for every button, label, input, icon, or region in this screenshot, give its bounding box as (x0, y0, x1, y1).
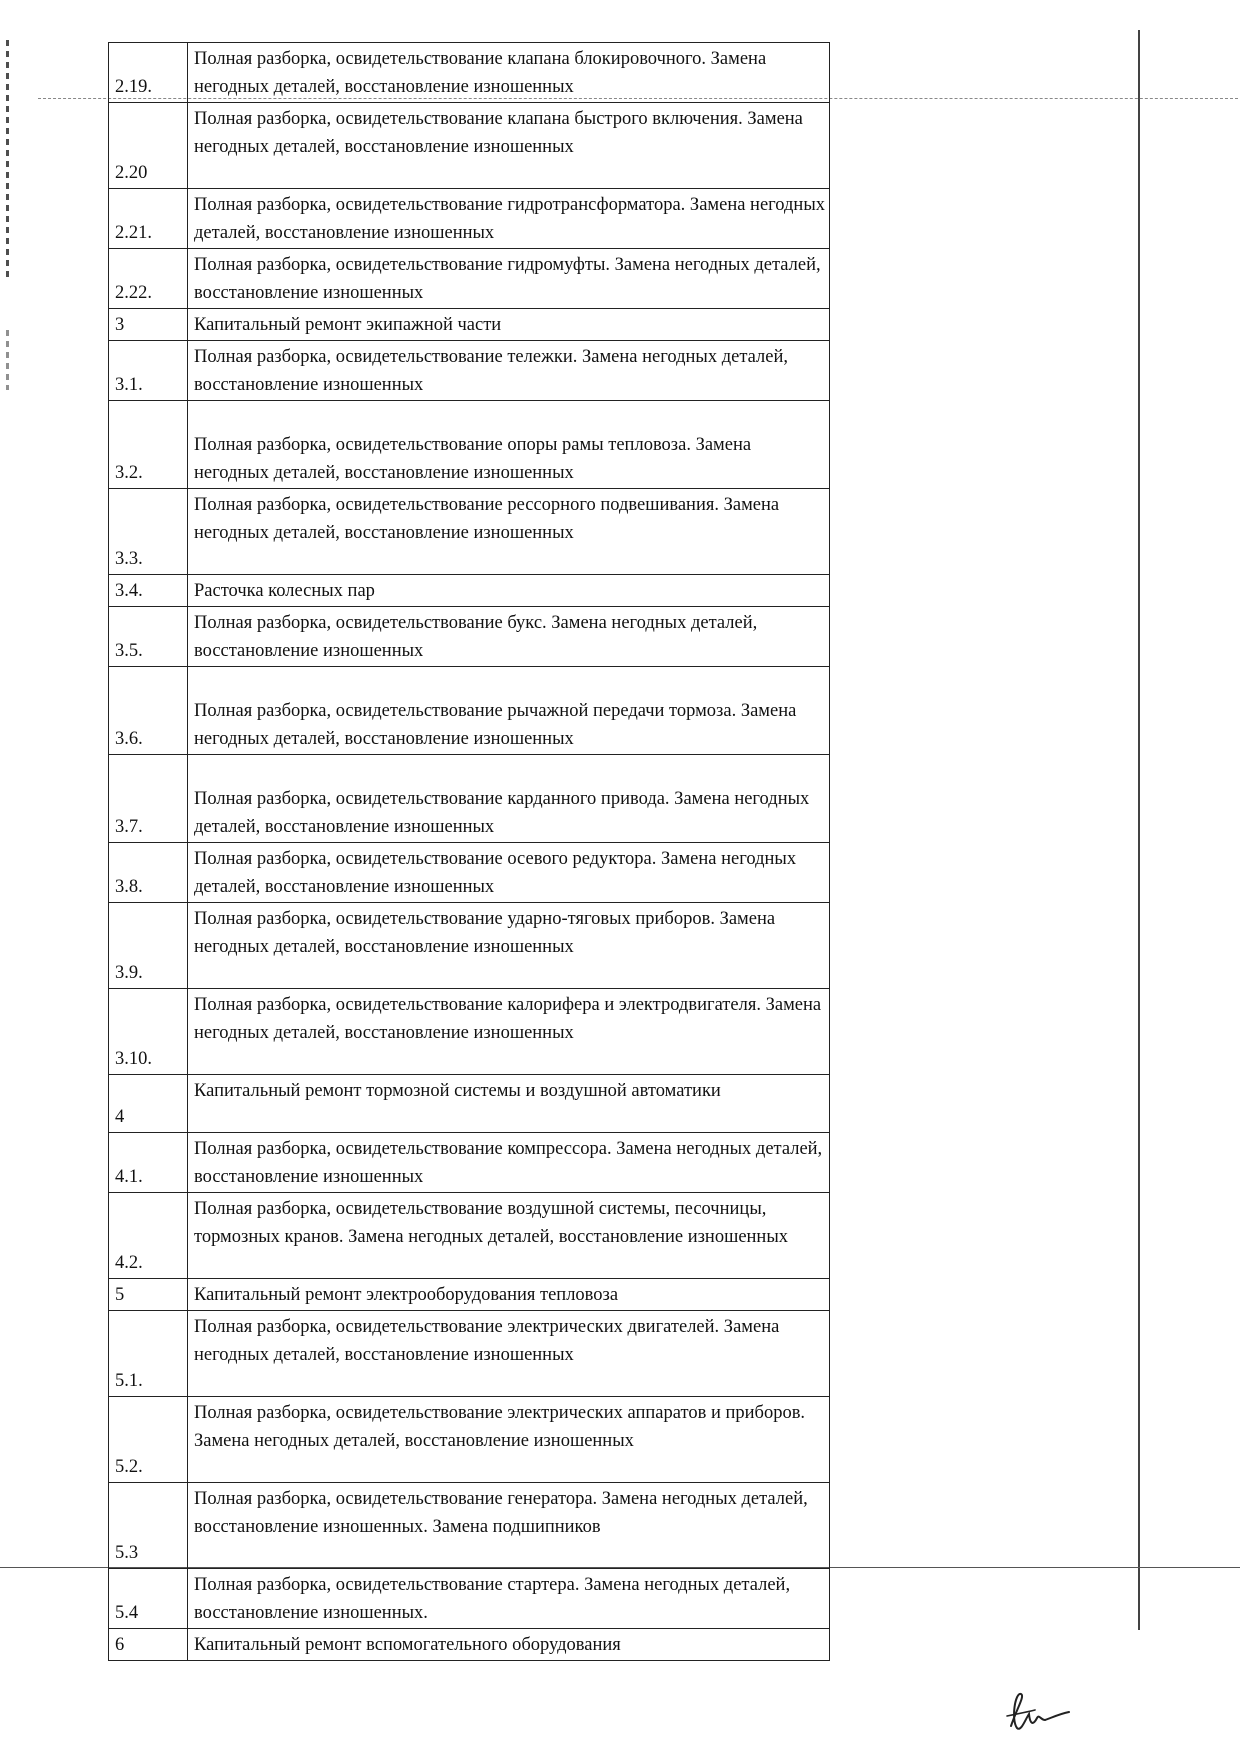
table-row (109, 43, 830, 103)
table-row (109, 667, 830, 755)
row-number: 2.19. (109, 43, 188, 103)
scan-artifact (6, 330, 9, 390)
signature (1003, 1690, 1073, 1735)
repair-works-table (108, 42, 830, 1661)
table-row (109, 489, 830, 575)
table-row (109, 903, 830, 989)
table-row (109, 1483, 830, 1569)
row-number: 3.8. (109, 843, 188, 903)
table-row (109, 1133, 830, 1193)
table-row (109, 309, 830, 341)
row-number: 3.10. (109, 989, 188, 1075)
row-number: 3.3. (109, 489, 188, 575)
row-number: 5.3 (109, 1483, 188, 1569)
row-description: Полная разборка, освидетельствование стартера. Замена негодных деталей, восстановление изношенных. (188, 1569, 830, 1629)
table-row (109, 103, 830, 189)
row-number: 3.2. (109, 401, 188, 489)
margin-rule (1138, 30, 1140, 1630)
table-row (109, 249, 830, 309)
row-number: 4.1. (109, 1133, 188, 1193)
row-description: Полная разборка, освидетельствование калорифера и электродвигателя. Замена негодных деталей, восстановление изношенных (188, 989, 830, 1075)
row-description: Полная разборка, освидетельствование электрических аппаратов и приборов. Замена негодных деталей, восстановление изношенных (188, 1397, 830, 1483)
table-row (109, 1397, 830, 1483)
row-description: Полная разборка, освидетельствование рычажной передачи тормоза. Замена негодных деталей, восстановление изношенных (188, 667, 830, 755)
row-number: 5.1. (109, 1311, 188, 1397)
row-number: 3.9. (109, 903, 188, 989)
row-number: 2.20 (109, 103, 188, 189)
row-number: 3.4. (109, 575, 188, 607)
row-description: Капитальный ремонт вспомогательного оборудования (188, 1629, 830, 1661)
row-description: Полная разборка, освидетельствование осевого редуктора. Замена негодных деталей, восстановление изношенных (188, 843, 830, 903)
row-description: Расточка колесных пар (188, 575, 830, 607)
table-row (109, 843, 830, 903)
row-number: 3 (109, 309, 188, 341)
row-description: Полная разборка, освидетельствование клапана быстрого включения. Замена негодных деталей, восстановление изношенных (188, 103, 830, 189)
row-description: Полная разборка, освидетельствование карданного привода. Замена негодных деталей, восстановление изношенных (188, 755, 830, 843)
row-description: Полная разборка, освидетельствование компрессора. Замена негодных деталей, восстановление изношенных (188, 1133, 830, 1193)
row-description: Капитальный ремонт электрооборудования тепловоза (188, 1279, 830, 1311)
scan-artifact (6, 40, 9, 280)
table-row (109, 575, 830, 607)
row-number: 2.21. (109, 189, 188, 249)
table-row (109, 1075, 830, 1133)
row-description: Капитальный ремонт экипажной части (188, 309, 830, 341)
row-description: Полная разборка, освидетельствование ударно-тяговых приборов. Замена негодных деталей, восстановление изношенных (188, 903, 830, 989)
table-row (109, 1629, 830, 1661)
table-row (109, 1279, 830, 1311)
table-row (109, 1311, 830, 1397)
row-description: Полная разборка, освидетельствование букс. Замена негодных деталей, восстановление изношенных (188, 607, 830, 667)
row-number: 4.2. (109, 1193, 188, 1279)
row-description: Полная разборка, освидетельствование опоры рамы тепловоза. Замена негодных деталей, восстановление изношенных (188, 401, 830, 489)
row-number: 3.6. (109, 667, 188, 755)
row-number: 3.1. (109, 341, 188, 401)
table-row (109, 755, 830, 843)
row-number: 5 (109, 1279, 188, 1311)
row-description: Полная разборка, освидетельствование тележки. Замена негодных деталей, восстановление изношенных (188, 341, 830, 401)
row-description: Полная разборка, освидетельствование рессорного подвешивания. Замена негодных деталей, восстановление изношенных (188, 489, 830, 575)
row-description: Полная разборка, освидетельствование электрических двигателей. Замена негодных деталей, восстановление изношенных (188, 1311, 830, 1397)
row-description: Полная разборка, освидетельствование воздушной системы, песочницы, тормозных кранов. Замена негодных деталей, восстановление изношенных (188, 1193, 830, 1279)
table-row (109, 341, 830, 401)
row-number: 6 (109, 1629, 188, 1661)
row-description: Полная разборка, освидетельствование клапана блокировочного. Замена негодных деталей, восстановление изношенных (188, 43, 830, 103)
row-description: Полная разборка, освидетельствование гидротрансформатора. Замена негодных деталей, восстановление изношенных (188, 189, 830, 249)
table-row (109, 989, 830, 1075)
row-number: 2.22. (109, 249, 188, 309)
table-row (109, 1193, 830, 1279)
row-number: 3.5. (109, 607, 188, 667)
row-number: 4 (109, 1075, 188, 1133)
row-description: Полная разборка, освидетельствование генератора. Замена негодных деталей, восстановление изношенных. Замена подшипников (188, 1483, 830, 1569)
row-number: 3.7. (109, 755, 188, 843)
table-row (109, 189, 830, 249)
table-row (109, 607, 830, 667)
row-number: 5.2. (109, 1397, 188, 1483)
row-description: Полная разборка, освидетельствование гидромуфты. Замена негодных деталей, восстановление изношенных (188, 249, 830, 309)
row-description: Капитальный ремонт тормозной системы и воздушной автоматики (188, 1075, 830, 1133)
table-row (109, 401, 830, 489)
row-number: 5.4 (109, 1569, 188, 1629)
table-row (109, 1569, 830, 1629)
